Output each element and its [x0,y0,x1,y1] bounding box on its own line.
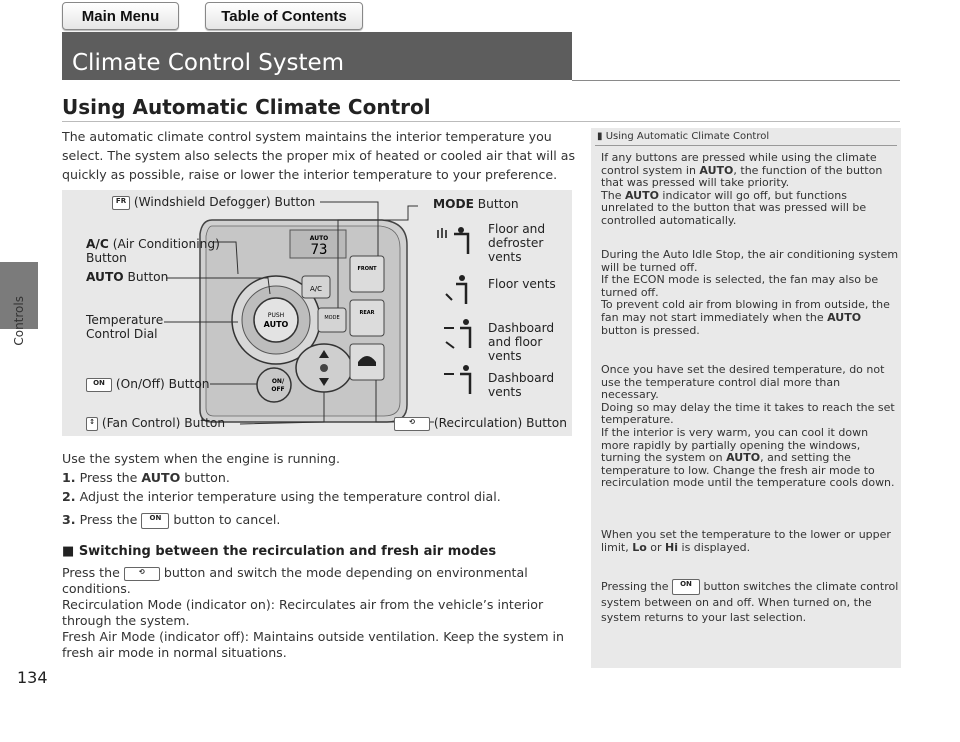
sidebar-p1: If any buttons are pressed while using the climate control system in AUTO, the function of the button that was pressed will take priority. The AUTO indicator will go off, but functions unrelated to the button that was pressed will be controlled automatically. [601,151,883,227]
sidebar-p5: Pressing the ON button switches the climate control system between on and off. When turned on, the system returns to your last selection. [601,580,899,624]
onoff-label: ON (On/Off) Button [86,377,210,392]
chapter-label: Controls [12,296,26,346]
section-rule [62,121,900,122]
recirc-mode-text: Recirculation Mode (indicator on): Recirculates air from the vehicle’s interior through the system. [62,597,544,628]
main-menu-button[interactable]: Main Menu [62,2,179,30]
fan-icon: ↕ [86,417,98,431]
step-3: 3. Press the ON button to cancel. [62,512,281,527]
mode-dashboard: Dashboard vents [488,371,555,399]
windshield-label: FR (Windshield Defogger) Button [112,195,315,210]
recirc-intro: Press the ⟲ button and switch the mode depending on environmental conditions. [62,565,528,596]
mode-label: MODE Button [433,197,519,211]
onoff-icon: ON [86,378,112,392]
steps [62,449,577,529]
sidebar-rule [595,145,897,146]
sidebar-p4: When you set the temperature to the lower or upper limit, Lo or Hi is displayed. [601,528,891,554]
intro-paragraph: The automatic climate control system maintains the interior temperature you select. The system also selects the proper mix of heated or cooled air that will as quickly as possible, raise or lower the interior temperature to your preference. [62,129,576,182]
recirculation-icon: ⟲ [394,417,430,431]
floor-defroster-icon [434,226,484,260]
display-auto-tag: AUTO [309,235,329,242]
table-of-contents-button[interactable]: Table of Contents [205,2,363,30]
step-2: 2. Adjust the interior temperature using the temperature control dial. [62,489,501,504]
mode-dashboard-floor: Dashboard and floor vents [488,321,555,363]
section-heading: Using Automatic Climate Control [62,95,431,119]
onoff-key-text-1: ON/ [271,378,285,385]
ac-key-text: A/C [309,285,323,293]
dial-auto-text: AUTO [263,320,289,329]
display-temperature: 73 [310,242,328,258]
windshield-defogger-icon: FR [112,196,130,210]
fresh-mode-text: Fresh Air Mode (indicator off): Maintains outside ventilation. Keep the system in fresh air mode in normal situations. [62,629,564,660]
recirculation-icon: ⟲ [124,567,160,581]
floor-vents-icon [442,274,492,308]
page-number: 134 [17,668,48,687]
rear-key-text: REAR [359,310,375,316]
title-rule [572,80,900,81]
step-1: 1. Press the AUTO button. [62,470,230,485]
onoff-icon: ON [141,513,169,529]
auto-label: AUTO Button [86,270,169,284]
mode-floor-defroster: Floor and defroster vents [488,222,546,264]
climate-panel-diagram [62,190,572,436]
recirculation-label: ⟲ (Recirculation) Button [394,416,567,431]
sidebar-p2: During the Auto Idle Stop, the air conditioning system will be turned off. If the ECON mode is selected, the fan may also be turned off. To prevent cold air from blowing in from outside, the fan may not start immediately when the AUTO button is pressed. [601,248,899,337]
recirculation-paragraph [62,565,577,661]
dial-push-text: PUSH [267,312,285,319]
ac-label: A/C (Air Conditioning) Button [86,237,220,265]
front-key-text: FRONT [357,266,377,272]
fan-label: ↕ (Fan Control) Button [86,416,225,431]
onoff-icon: ON [672,579,700,595]
sidebar-p3: Once you have set the desired temperature, do not use the temperature control dial more than necessary. Doing so may delay the time it takes to reach the set temperature. If the interior is very warm, you can cool it down more rapidly by partially opening the windows, turning the system on AUTO, and setting the temperature to low. Change the fresh air mode to recirculation mode until the temperature cools down. [601,363,895,490]
mode-key-text: MODE [324,315,340,321]
steps-lead: Use the system when the engine is running. [62,451,341,466]
dashboard-floor-vents-icon [442,318,492,352]
sidebar-title: ▮ Using Automatic Climate Control [597,131,770,142]
onoff-key-text-2: OFF [271,386,285,393]
mode-floor-vents: Floor vents [488,277,556,291]
dashboard-vents-icon [442,364,492,398]
subheading: ■ Switching between the recirculation and fresh air modes [62,544,497,559]
sidebar-notes [591,128,901,668]
temperature-dial-label: Temperature Control Dial [86,313,164,341]
page-title: Climate Control System [62,32,572,80]
